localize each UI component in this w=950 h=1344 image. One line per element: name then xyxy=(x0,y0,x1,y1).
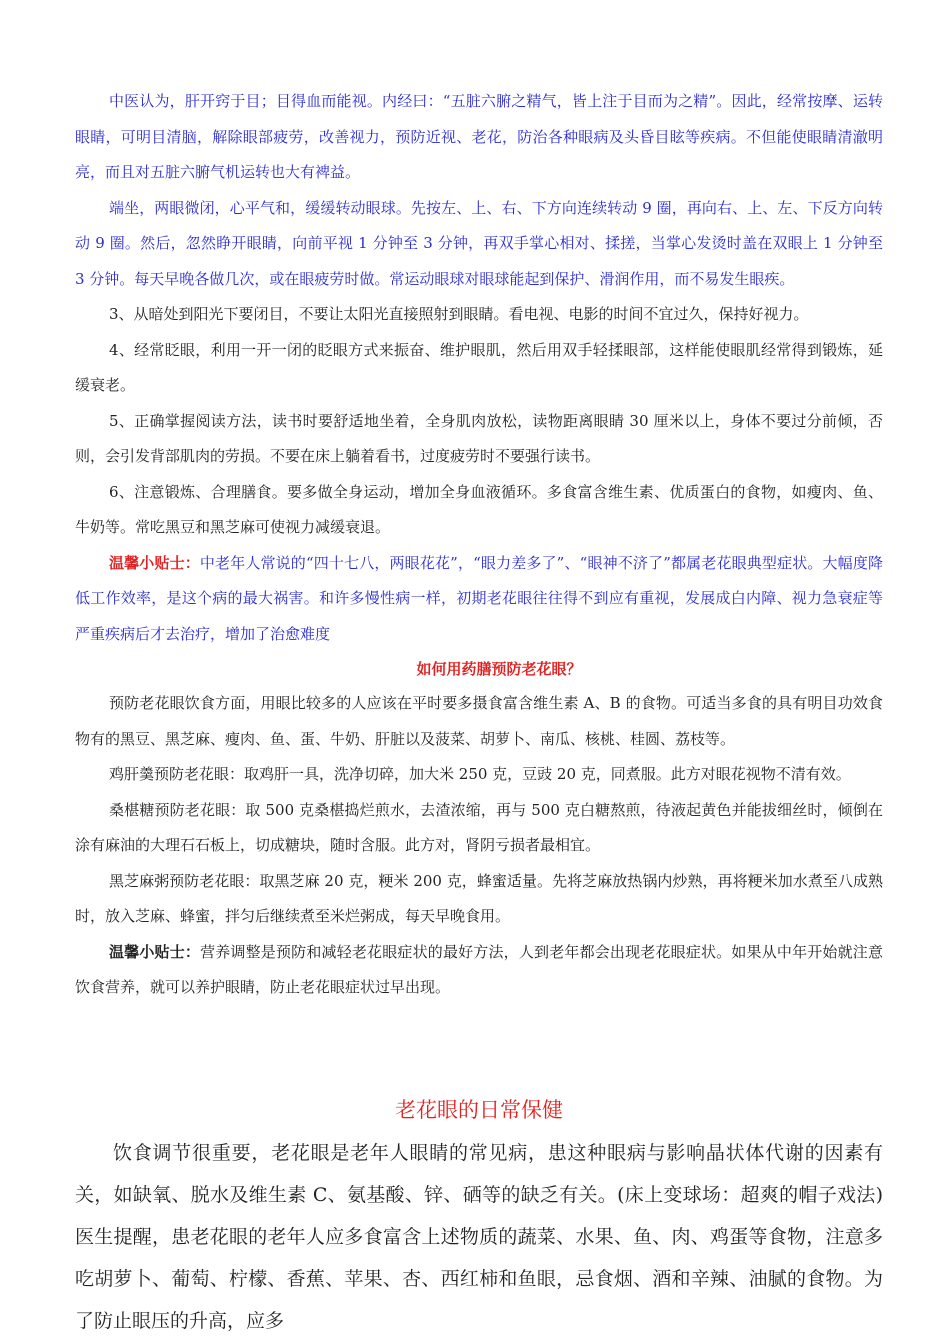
paragraph-eye-rotation-exercise: 端坐，两眼微闭，心平气和，缓缓转动眼球。先按左、上、右、下方向连续转动 9 圈，再向右、上、左、下反方向转动 9 圈。然后，忽然睁开眼睛，向前平视 1 分钟至 3 分钟，再双手掌心相对、揉搓，当掌心发烫时盖在双眼上 1 分钟至 3 分钟。每天早晚各做几次，或在眼疲劳时做。常运动眼球对眼球能起到保护、滑润作用，而不易发生眼疾。 xyxy=(75,198,883,288)
paragraph-tip-6: 6、注意锻炼、合理膳食。要多做全身运动，增加全身血液循环。多食富含维生素、优质蛋白的食物，如瘦肉、鱼、牛奶等。常吃黑豆和黑芝麻可使视力减缓衰退。 xyxy=(75,482,883,536)
warm-tip-1 xyxy=(75,546,883,653)
warm-tip-label: 温馨小贴士： xyxy=(109,942,201,961)
section-title-daily-care: 老花眼的日常保健 xyxy=(395,1097,563,1122)
section-heading-diet: 如何用药膳预防老花眼？ xyxy=(416,660,582,678)
spacer xyxy=(75,1006,883,1088)
paragraph-tcm-eye-theory: 中医认为，肝开窍于目；目得血而能视。内经曰：“五脏六腑之精气，皆上注于目而为之精”。因此，经常按摩、运转眼睛，可明目清脑，解除眼部疲劳，改善视力，预防近视、老花，防治各种眼病及头昏目眩等疾病。不但能使眼睛清澈明亮，而且对五脏六腑气机运转也大有裨益。 xyxy=(75,92,883,181)
paragraph-tip-5: 5、正确掌握阅读方法，读书时要舒适地坐着，全身肌肉放松，读物距离眼睛 30 厘米以上，身体不要过分前倾，否则，会引发背部肌肉的劳损。不要在床上躺着看书，过度疲劳时不要强行读书。 xyxy=(75,411,883,465)
paragraph-tip-4: 4、经常眨眼，利用一开一闭的眨眼方式来振奋、维护眼肌，然后用双手轻揉眼部，这样能使眼肌经常得到锻炼，延缓衰老。 xyxy=(75,340,883,394)
warm-tip-label: 温馨小贴士： xyxy=(109,553,200,572)
document-page xyxy=(75,84,883,1342)
paragraph-diet-intro: 预防老花眼饮食方面，用眼比较多的人应该在平时要多摄食富含维生素 A、B 的食物。可适当多食的具有明目功效食物有的黑豆、黑芝麻、瘦肉、鱼、蛋、牛奶、肝脏以及菠菜、胡萝卜、南瓜、核桃、桂圆、荔枝等。 xyxy=(75,694,883,748)
paragraph-mulberry-candy-recipe: 桑椹糖预防老花眼：取 500 克桑椹捣烂煎水，去渣浓缩，再与 500 克白糖熬煎，待液起黄色并能拔细丝时，倾倒在涂有麻油的大理石石板上，切成糖块，随时含服。此方对，肾阴亏损者最相宜。 xyxy=(75,800,883,854)
paragraph-diet-adjustment: 饮食调节很重要，老花眼是老年人眼睛的常见病，患这种眼病与影响晶状体代谢的因素有关，如缺氧、脱水及维生素 C、氨基酸、锌、硒等的缺乏有关。(床上变球场：超爽的帽子戏法)医生提醒，患老花眼的老年人应多食富含上述物质的蔬菜、水果、鱼、肉、鸡蛋等食物，注意多吃胡萝卜、葡萄、柠檬、香蕉、苹果、杏、西红柿和鱼眼，忌食烟、酒和辛辣、油腻的食物。为了防止眼压的升高，应多 xyxy=(75,1141,883,1332)
warm-tip-2 xyxy=(75,935,883,1006)
warm-tip-text: 中老年人常说的“四十七八，两眼花花”，“眼力差多了”、“眼神不济了”都属老花眼典型症状。大幅度降低工作效率，是这个病的最大祸害。和许多慢性病一样，初期老花眼往往得不到应有重视，发展成白内障、视力急衰症等严重疾病后才去治疗，增加了治愈难度 xyxy=(75,553,883,643)
paragraph-chicken-liver-recipe: 鸡肝羹预防老花眼：取鸡肝一具，洗净切碎，加大米 250 克，豆豉 20 克，同煮服。此方对眼花视物不清有效。 xyxy=(109,765,851,783)
warm-tip-text: 营养调整是预防和减轻老花眼症状的最好方法，人到老年都会出现老花眼症状。如果从中年开始就注意饮食营养，就可以养护眼睛，防止老花眼症状过早出现。 xyxy=(75,942,883,996)
paragraph-sesame-porridge-recipe: 黑芝麻粥预防老花眼：取黑芝麻 20 克，粳米 200 克，蜂蜜适量。先将芝麻放热锅内炒熟，再将粳米加水煮至八成熟时，放入芝麻、蜂蜜，拌匀后继续煮至米烂粥成，每天早晚食用。 xyxy=(75,871,883,925)
paragraph-tip-3: 3、从暗处到阳光下要闭目，不要让太阳光直接照射到眼睛。看电视、电影的时间不宜过久，保持好视力。 xyxy=(109,305,809,323)
